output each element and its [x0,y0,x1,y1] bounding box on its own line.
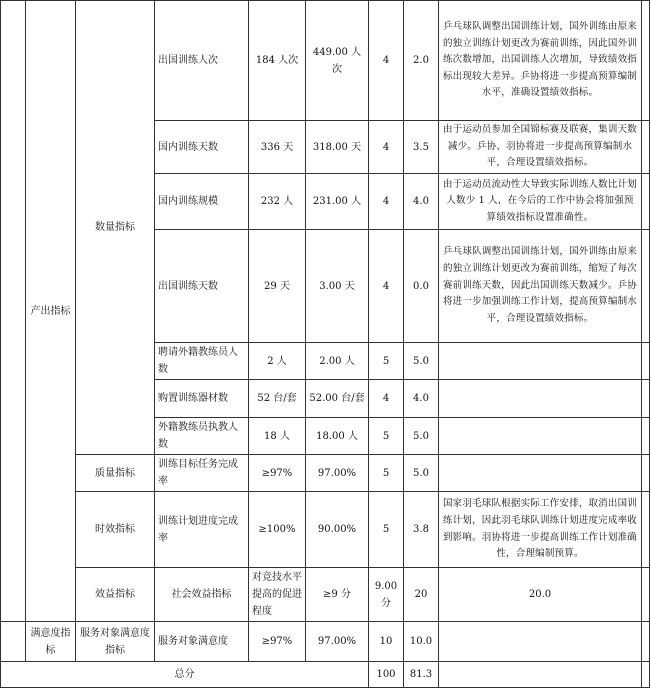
total-score: 81.3 [404,662,439,688]
indicator-note: 国家羽毛球队根据实际工作安排，取消出国训练计划，因此羽毛球队训练计划进度完成率收到影响。羽协将进一步提高训练工作计划准确性，合理编制预算。 [439,492,642,568]
indicator-weight: 4 [369,230,404,343]
indicator-target: 336 天 [249,121,306,174]
indicator-weight: 4 [369,1,404,121]
indicator-actual: 97.00% [306,455,369,492]
indicator-score: 0.0 [404,230,439,343]
total-label: 总分 [1,662,369,688]
edge-cell [642,492,650,568]
indicator-name: 出国训练天数 [155,230,249,343]
table-row [1,492,650,568]
indicator-target: 52 台/套 [249,380,306,418]
indicator-actual: 318.00 天 [306,121,369,174]
indicator-name: 国内训练天数 [155,121,249,174]
edge-cell [642,174,650,230]
indicator-score: 5.0 [404,343,439,380]
indicator-name: 国内训练规模 [155,174,249,230]
indicator-name: 购置训练器材数 [155,380,249,418]
total-row [1,662,650,688]
indicator-name: 对竞技水平提高的促进程度 [249,568,306,622]
indicator-note: 由于运动员流动性大导致实际训练人数比计划人数少 1 人，在今后的工作中协会将加强预算绩效指标设置准确性。 [439,174,642,230]
indicator-score: 10.0 [404,622,439,662]
indicator-weight: 5 [369,418,404,455]
indicator-name: 聘请外籍教练员人数 [155,343,249,380]
edge-cell [642,455,650,492]
indicator-score: 3.8 [404,492,439,568]
subgroup-quality-label: 质量指标 [76,455,155,492]
group-benefit-label: 效益指标 [76,568,155,622]
edge-cell [642,1,650,121]
indicator-actual: 449.00 人次 [306,1,369,121]
indicator-weight: 5 [369,492,404,568]
indicator-target: 18 人 [249,418,306,455]
indicator-actual: 3.00 天 [306,230,369,343]
table-row [1,568,650,622]
indicator-weight: 4 [369,380,404,418]
edge-cell [642,418,650,455]
indicator-target: 232 人 [249,174,306,230]
indicator-target: ≥97% [249,622,306,662]
indicator-name: 训练计划进度完成率 [155,492,249,568]
indicator-name: 外籍教练员执教人数 [155,418,249,455]
edge-cell [642,380,650,418]
table-row [1,455,650,492]
indicator-weight: 4 [369,174,404,230]
indicator-target: 184 人次 [249,1,306,121]
indicator-target: ≥100% [249,492,306,568]
total-note [439,662,642,688]
indicator-score: 5.0 [404,455,439,492]
indicator-actual: 97.00% [306,622,369,662]
subgroup-service-label: 服务对象满意度指标 [76,622,155,662]
indicator-target: 2 人 [249,343,306,380]
indicator-weight: 5 [369,343,404,380]
indicator-score: 3.5 [404,121,439,174]
indicator-note [439,343,642,380]
indicator-score: 4.0 [404,174,439,230]
indicator-note [439,418,642,455]
edge-cell [642,662,650,688]
subgroup-social-label: 社会效益指标 [155,568,249,622]
indicator-note [642,568,650,622]
indicator-actual: 9.00 分 [369,568,404,622]
indicator-actual: 90.00% [306,492,369,568]
indicator-actual: 18.00 人 [306,418,369,455]
indicator-note: 乒乓球队调整出国训练计划，国外训练由原来的独立训练计划更改为赛前训练，缩短了每次赛前训练天数，因此出国训练天数减少。乒协将进一步加强训练工作计划，提高预算编制水平，合理设置绩效指标。 [439,230,642,343]
outer-blank-cell [1,622,26,662]
indicator-weight: 20 [404,568,439,622]
indicator-note [439,622,642,662]
indicator-note [439,455,642,492]
indicator-name: 训练目标任务完成率 [155,455,249,492]
outer-blank-cell [1,1,26,622]
indicator-target: 29 天 [249,230,306,343]
edge-cell [642,121,650,174]
indicator-actual: 2.00 人 [306,343,369,380]
indicator-name: 出国训练人次 [155,1,249,121]
edge-cell [642,343,650,380]
edge-cell [642,622,650,662]
indicator-note: 由于运动员参加全国锦标赛及联赛，集训天数减少。乒协、羽协将进一步提高预算编制水平，合理设置绩效指标。 [439,121,642,174]
indicator-target: ≥9 分 [306,568,369,622]
indicator-name: 服务对象满意度 [155,622,249,662]
indicator-actual: 231.00 人 [306,174,369,230]
indicator-weight: 4 [369,121,404,174]
subgroup-quantity-label: 数量指标 [76,1,155,455]
table-row [1,622,650,662]
group-satisfaction-label: 满意度指标 [26,622,76,662]
indicator-note: 乒乓球队调整出国训练计划，国外训练由原来的独立训练计划更改为赛前训练，因此国外训练次数增加，出国训练人次增加，导致绩效指标出现较大差异。乒协将进一步提高预算编制水平，准确设置绩效指标。 [439,1,642,121]
subgroup-timeliness-label: 时效指标 [76,492,155,568]
indicator-actual: 52.00 台/套 [306,380,369,418]
edge-cell [642,230,650,343]
indicator-weight: 5 [369,455,404,492]
total-weight: 100 [369,662,404,688]
indicator-weight: 10 [369,622,404,662]
indicator-score: 20.0 [439,568,642,622]
indicator-score: 4.0 [404,380,439,418]
group-output-label: 产出指标 [26,1,76,622]
indicator-target: ≥97% [249,455,306,492]
indicator-score: 2.0 [404,1,439,121]
indicator-note [439,380,642,418]
table-row [1,1,650,121]
indicator-score: 5.0 [404,418,439,455]
